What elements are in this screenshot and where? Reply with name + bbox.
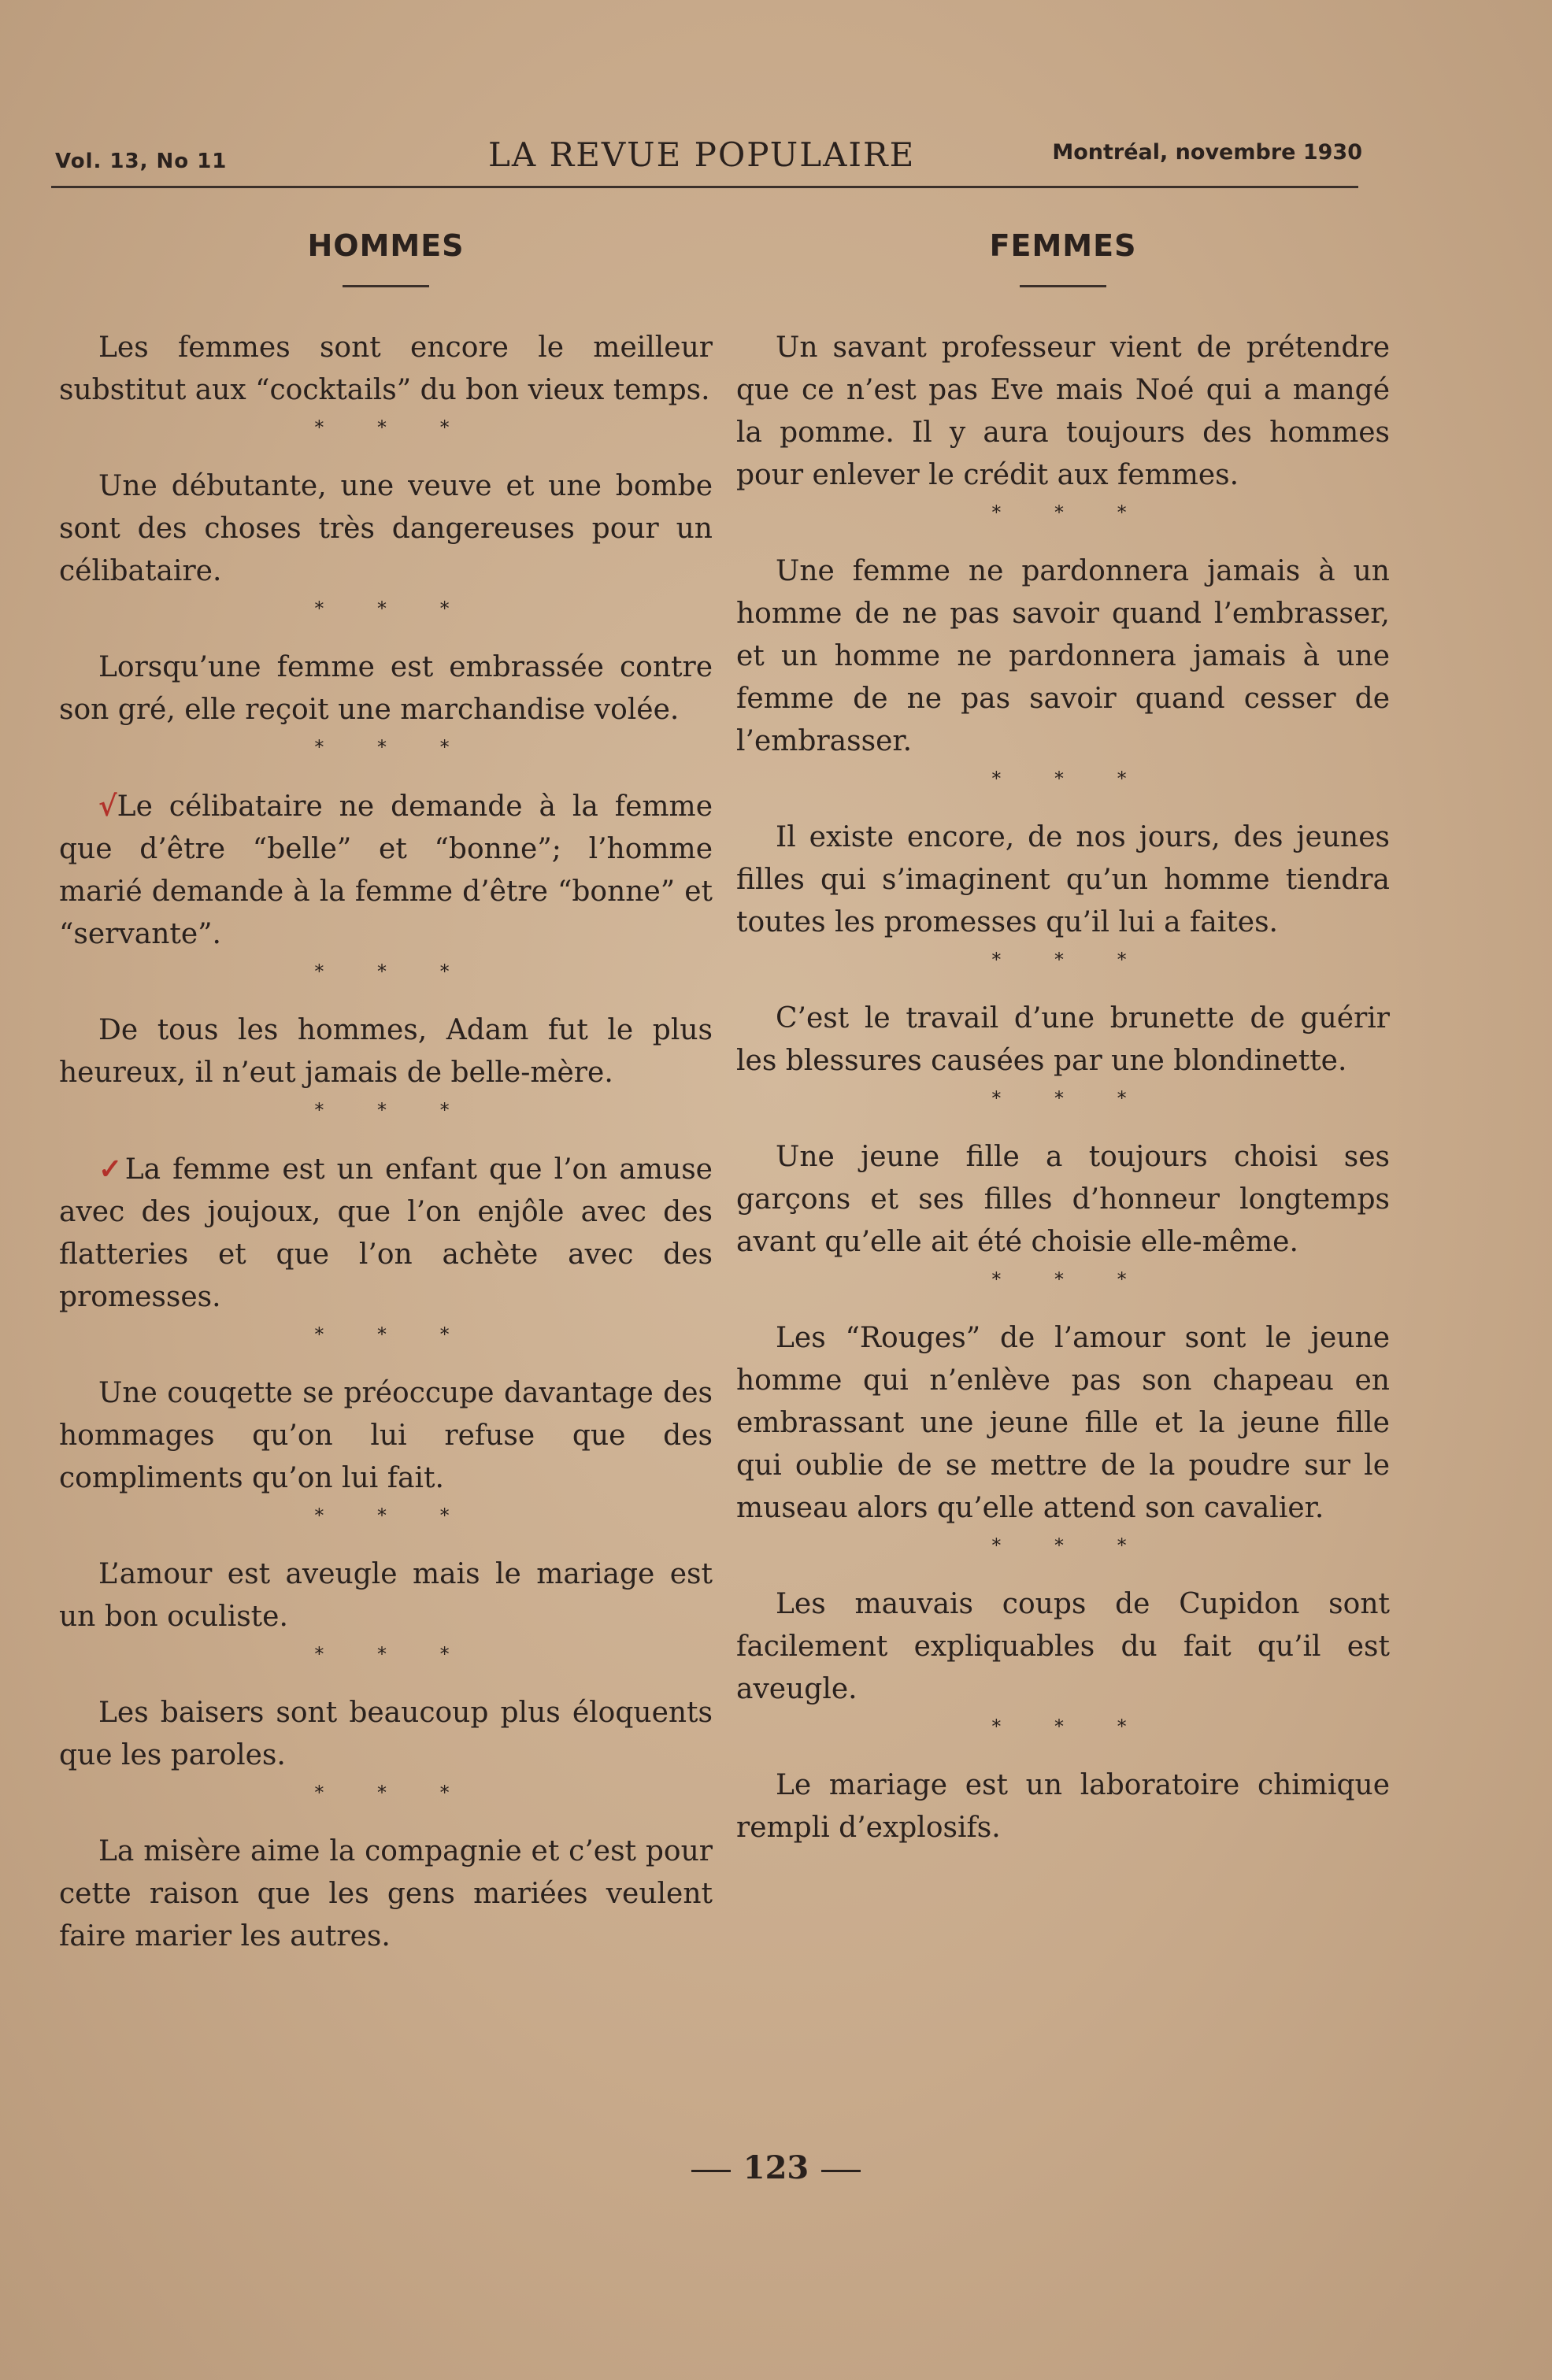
quote-item-marked	[59, 785, 713, 956]
separator-stars: * * *	[314, 1323, 473, 1345]
quote-item: De tous les hommes, Adam fut le plus heureux, il n’eut jamais de belle-mère.	[59, 1014, 713, 1089]
handwritten-tick-mark: ✓	[98, 1153, 125, 1186]
header-rule	[51, 186, 1358, 188]
separator-stars: * * *	[991, 1268, 1150, 1290]
separator-stars: * * *	[314, 598, 473, 620]
quote-item: Le mariage est un laboratoire chimique rempli d’explosifs.	[736, 1769, 1390, 1844]
publication-title: LA REVUE POPULAIRE	[488, 135, 916, 174]
footer-dash-right	[821, 2170, 861, 2172]
separator-stars: * * *	[314, 736, 473, 758]
separator-stars: * * *	[314, 416, 473, 439]
quote-item: Lorsqu’une femme est embrassée contre son gré, elle reçoit une marchandise volée.	[59, 651, 713, 726]
issue-date: Montréal, novembre 1930	[1052, 140, 1362, 165]
volume-number: Vol. 13, No 11	[55, 150, 228, 173]
quote-item: Un savant professeur vient de prétendre que ce n’est pas Eve mais Noé qui a mangé la pomme. Il y aura toujours des hommes pour enlever le crédit aux femmes.	[736, 331, 1390, 491]
quote-item-marked	[59, 1148, 713, 1319]
quote-item: Les femmes sont encore le meilleur substitut aux “cocktails” du bon vieux temps.	[59, 331, 713, 406]
quote-item: Les “Rouges” de l’amour sont le jeune homme qui n’enlève pas son chapeau en embrassant une jeune fille et la jeune fille qui oublie de se mettre de la poudre sur le museau alors qu’elle attend son cavalier.	[736, 1322, 1390, 1524]
quote-item: Une couqette se préoccupe davantage des hommages qu’on lui refuse que des compliments qu’on lui fait.	[59, 1377, 713, 1494]
quote-item: L’amour est aveugle mais le mariage est un bon oculiste.	[59, 1558, 713, 1633]
quote-text: La femme est un enfant que l’on amuse avec des joujoux, que l’on enjôle avec des flatteries et que l’on achète avec des promesses.	[59, 1153, 713, 1313]
quote-item: Les mauvais coups de Cupidon sont facilement expliquables du fait qu’il est aveugle.	[736, 1588, 1390, 1705]
column-title-rule	[343, 285, 429, 287]
quote-text: Le célibataire ne demande à la femme que d’être “belle” et “bonne”; l’homme marié demande à la femme d’être “bonne” et “servante”.	[59, 790, 713, 950]
page-number: 123	[743, 2149, 809, 2186]
separator-stars: * * *	[991, 1087, 1150, 1109]
separator-stars: * * *	[314, 1099, 473, 1121]
separator-stars: * * *	[314, 961, 473, 983]
quote-item: C’est le travail d’une brunette de guérir les blessures causées par une blondinette.	[736, 1002, 1390, 1077]
quote-item: Une jeune fille a toujours choisi ses garçons et ses filles d’honneur longtemps avant qu’elle ait été choisie elle-même.	[736, 1141, 1390, 1258]
page-footer	[0, 2149, 1552, 2186]
quote-item: Une débutante, une veuve et une bombe sont des choses très dangereuses pour un célibataire.	[59, 470, 713, 587]
separator-stars: * * *	[991, 768, 1150, 790]
separator-stars: * * *	[991, 949, 1150, 971]
separator-stars: * * *	[314, 1782, 473, 1804]
separator-stars: * * *	[991, 1716, 1150, 1738]
femmes-column	[736, 220, 1390, 1849]
separator-stars: * * *	[314, 1643, 473, 1665]
footer-dash-left	[691, 2170, 731, 2172]
column-title-femmes: FEMMES	[989, 228, 1137, 263]
column-title-hommes: HOMMES	[307, 228, 465, 263]
quote-item: Les baisers sont beaucoup plus éloquents que les paroles.	[59, 1697, 713, 1771]
quote-item: Il existe encore, de nos jours, des jeunes filles qui s’imaginent qu’un homme tiendra toutes les promesses qu’il lui a faites.	[736, 821, 1390, 938]
hommes-column	[59, 220, 713, 1958]
handwritten-check-mark: √	[98, 790, 117, 823]
page-header	[55, 126, 1362, 173]
separator-stars: * * *	[991, 502, 1150, 524]
separator-stars: * * *	[991, 1534, 1150, 1556]
separator-stars: * * *	[314, 1505, 473, 1527]
quote-item: La misère aime la compagnie et c’est pour cette raison que les gens mariées veulent faire marier les autres.	[59, 1835, 713, 1952]
quote-item: Une femme ne pardonnera jamais à un homme de ne pas savoir quand l’embrasser, et un homme ne pardonnera jamais à une femme de ne pas savoir quand cesser de l’embrasser.	[736, 555, 1390, 757]
column-title-rule	[1020, 285, 1106, 287]
